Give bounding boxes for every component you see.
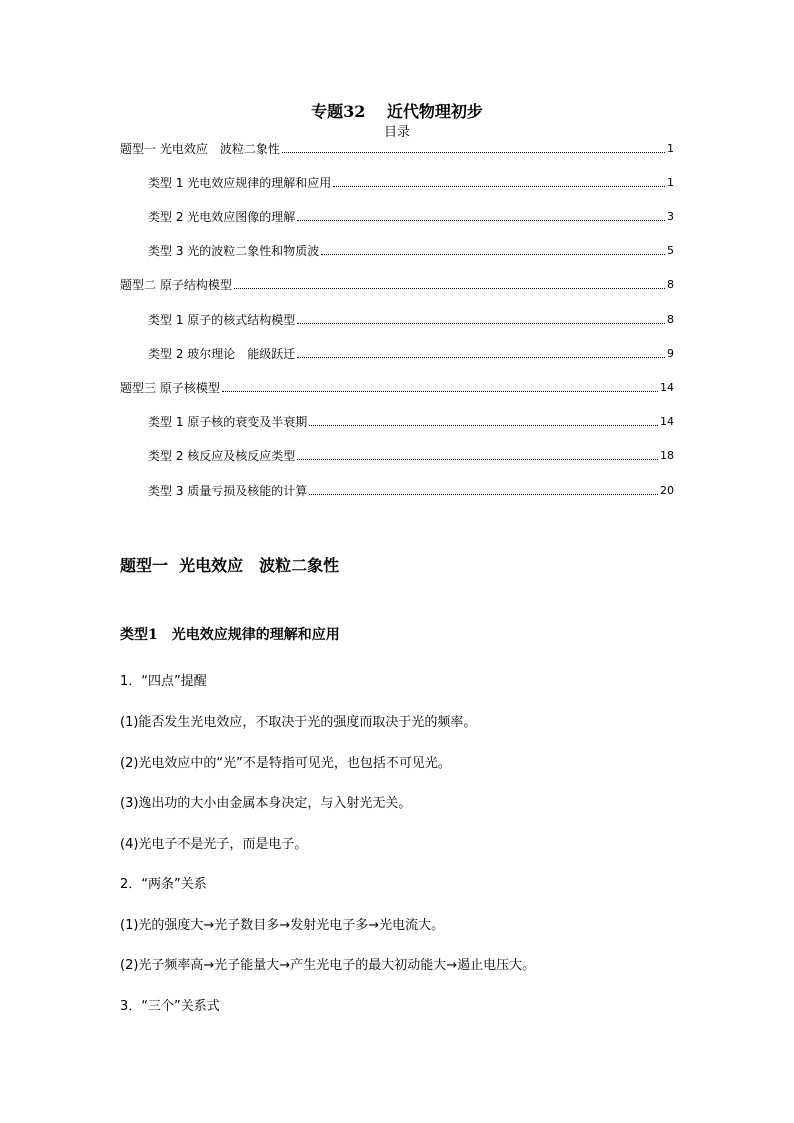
paragraph: 3．“三个”关系式	[120, 999, 220, 1014]
toc-page-number: 9	[667, 347, 674, 360]
toc-entry[interactable]	[120, 378, 674, 396]
toc-entry[interactable]	[148, 241, 674, 259]
toc-entry[interactable]	[148, 412, 674, 430]
toc-leader-dots	[333, 185, 665, 187]
toc-leader-dots	[321, 253, 665, 255]
toc-leader-dots	[282, 151, 665, 153]
toc-entry-label: 题型一 光电效应 波粒二象性	[120, 142, 280, 156]
toc-entry[interactable]	[148, 207, 674, 225]
toc-page-number: 20	[660, 484, 674, 497]
toc-leader-dots	[297, 219, 665, 221]
toc-page-number: 3	[667, 210, 674, 223]
toc-entry-label: 题型二 原子结构模型	[120, 278, 232, 292]
toc-entry-label: 类型 2 光电效应图像的理解	[148, 210, 296, 224]
section-heading: 题型一 光电效应 波粒二象性	[120, 556, 340, 575]
toc-entry-label: 类型 2 玻尔理论 能级跃迁	[148, 347, 296, 361]
paragraph: (2)光电效应中的“光”不是特指可见光，也包括不可见光。	[120, 756, 451, 771]
toc-page-number: 8	[667, 278, 674, 291]
paragraph: (1)能否发生光电效应，不取决于光的强度而取决于光的频率。	[120, 715, 477, 730]
toc-entry-label: 类型 1 原子的核式结构模型	[148, 313, 296, 327]
toc-entry[interactable]	[120, 275, 674, 293]
toc-entry-label: 类型 3 光的波粒二象性和物质波	[148, 244, 320, 258]
subsection-heading: 类型1 光电效应规律的理解和应用	[120, 627, 340, 643]
toc-page-number: 14	[660, 415, 674, 428]
toc-page-number: 8	[667, 313, 674, 326]
paragraph: (1)光的强度大→光子数目多→发射光电子多→光电流大。	[120, 918, 445, 933]
toc-entry[interactable]	[148, 310, 674, 328]
document-title: 专题32 近代物理初步	[311, 102, 483, 121]
toc-entry-label: 类型 3 质量亏损及核能的计算	[148, 484, 308, 498]
toc-page-number: 1	[667, 176, 674, 189]
paragraph: (4)光电子不是光子，而是电子。	[120, 837, 308, 852]
paragraph: 1．“四点”提醒	[120, 674, 207, 689]
toc-entry-label: 类型 2 核反应及核反应类型	[148, 449, 296, 463]
toc-entry[interactable]	[148, 344, 674, 362]
toc-leader-dots	[297, 458, 658, 460]
toc-leader-dots	[297, 356, 665, 358]
paragraph: 2．“两条”关系	[120, 877, 207, 892]
toc-entry[interactable]	[148, 173, 674, 191]
toc-entry[interactable]	[148, 446, 674, 464]
toc-entry[interactable]	[148, 481, 674, 499]
toc-heading: 目录	[383, 125, 410, 140]
toc-leader-dots	[309, 424, 658, 426]
toc-leader-dots	[222, 390, 658, 392]
toc-page-number: 5	[667, 244, 674, 257]
toc-page-number: 14	[660, 381, 674, 394]
toc-entry-label: 类型 1 原子核的衰变及半衰期	[148, 415, 308, 429]
toc-page-number: 18	[660, 449, 674, 462]
paragraph: (3)逸出功的大小由金属本身决定，与入射光无关。	[120, 796, 412, 811]
toc-leader-dots	[234, 287, 665, 289]
toc-leader-dots	[309, 493, 658, 495]
toc-entry-label: 类型 1 光电效应规律的理解和应用	[148, 176, 332, 190]
toc-leader-dots	[297, 322, 665, 324]
toc-page-number: 1	[667, 142, 674, 155]
toc-entry-label: 题型三 原子核模型	[120, 381, 220, 395]
paragraph: (2)光子频率高→光子能量大→产生光电子的最大初动能大→遏止电压大。	[120, 958, 536, 973]
toc-entry[interactable]	[120, 139, 674, 157]
